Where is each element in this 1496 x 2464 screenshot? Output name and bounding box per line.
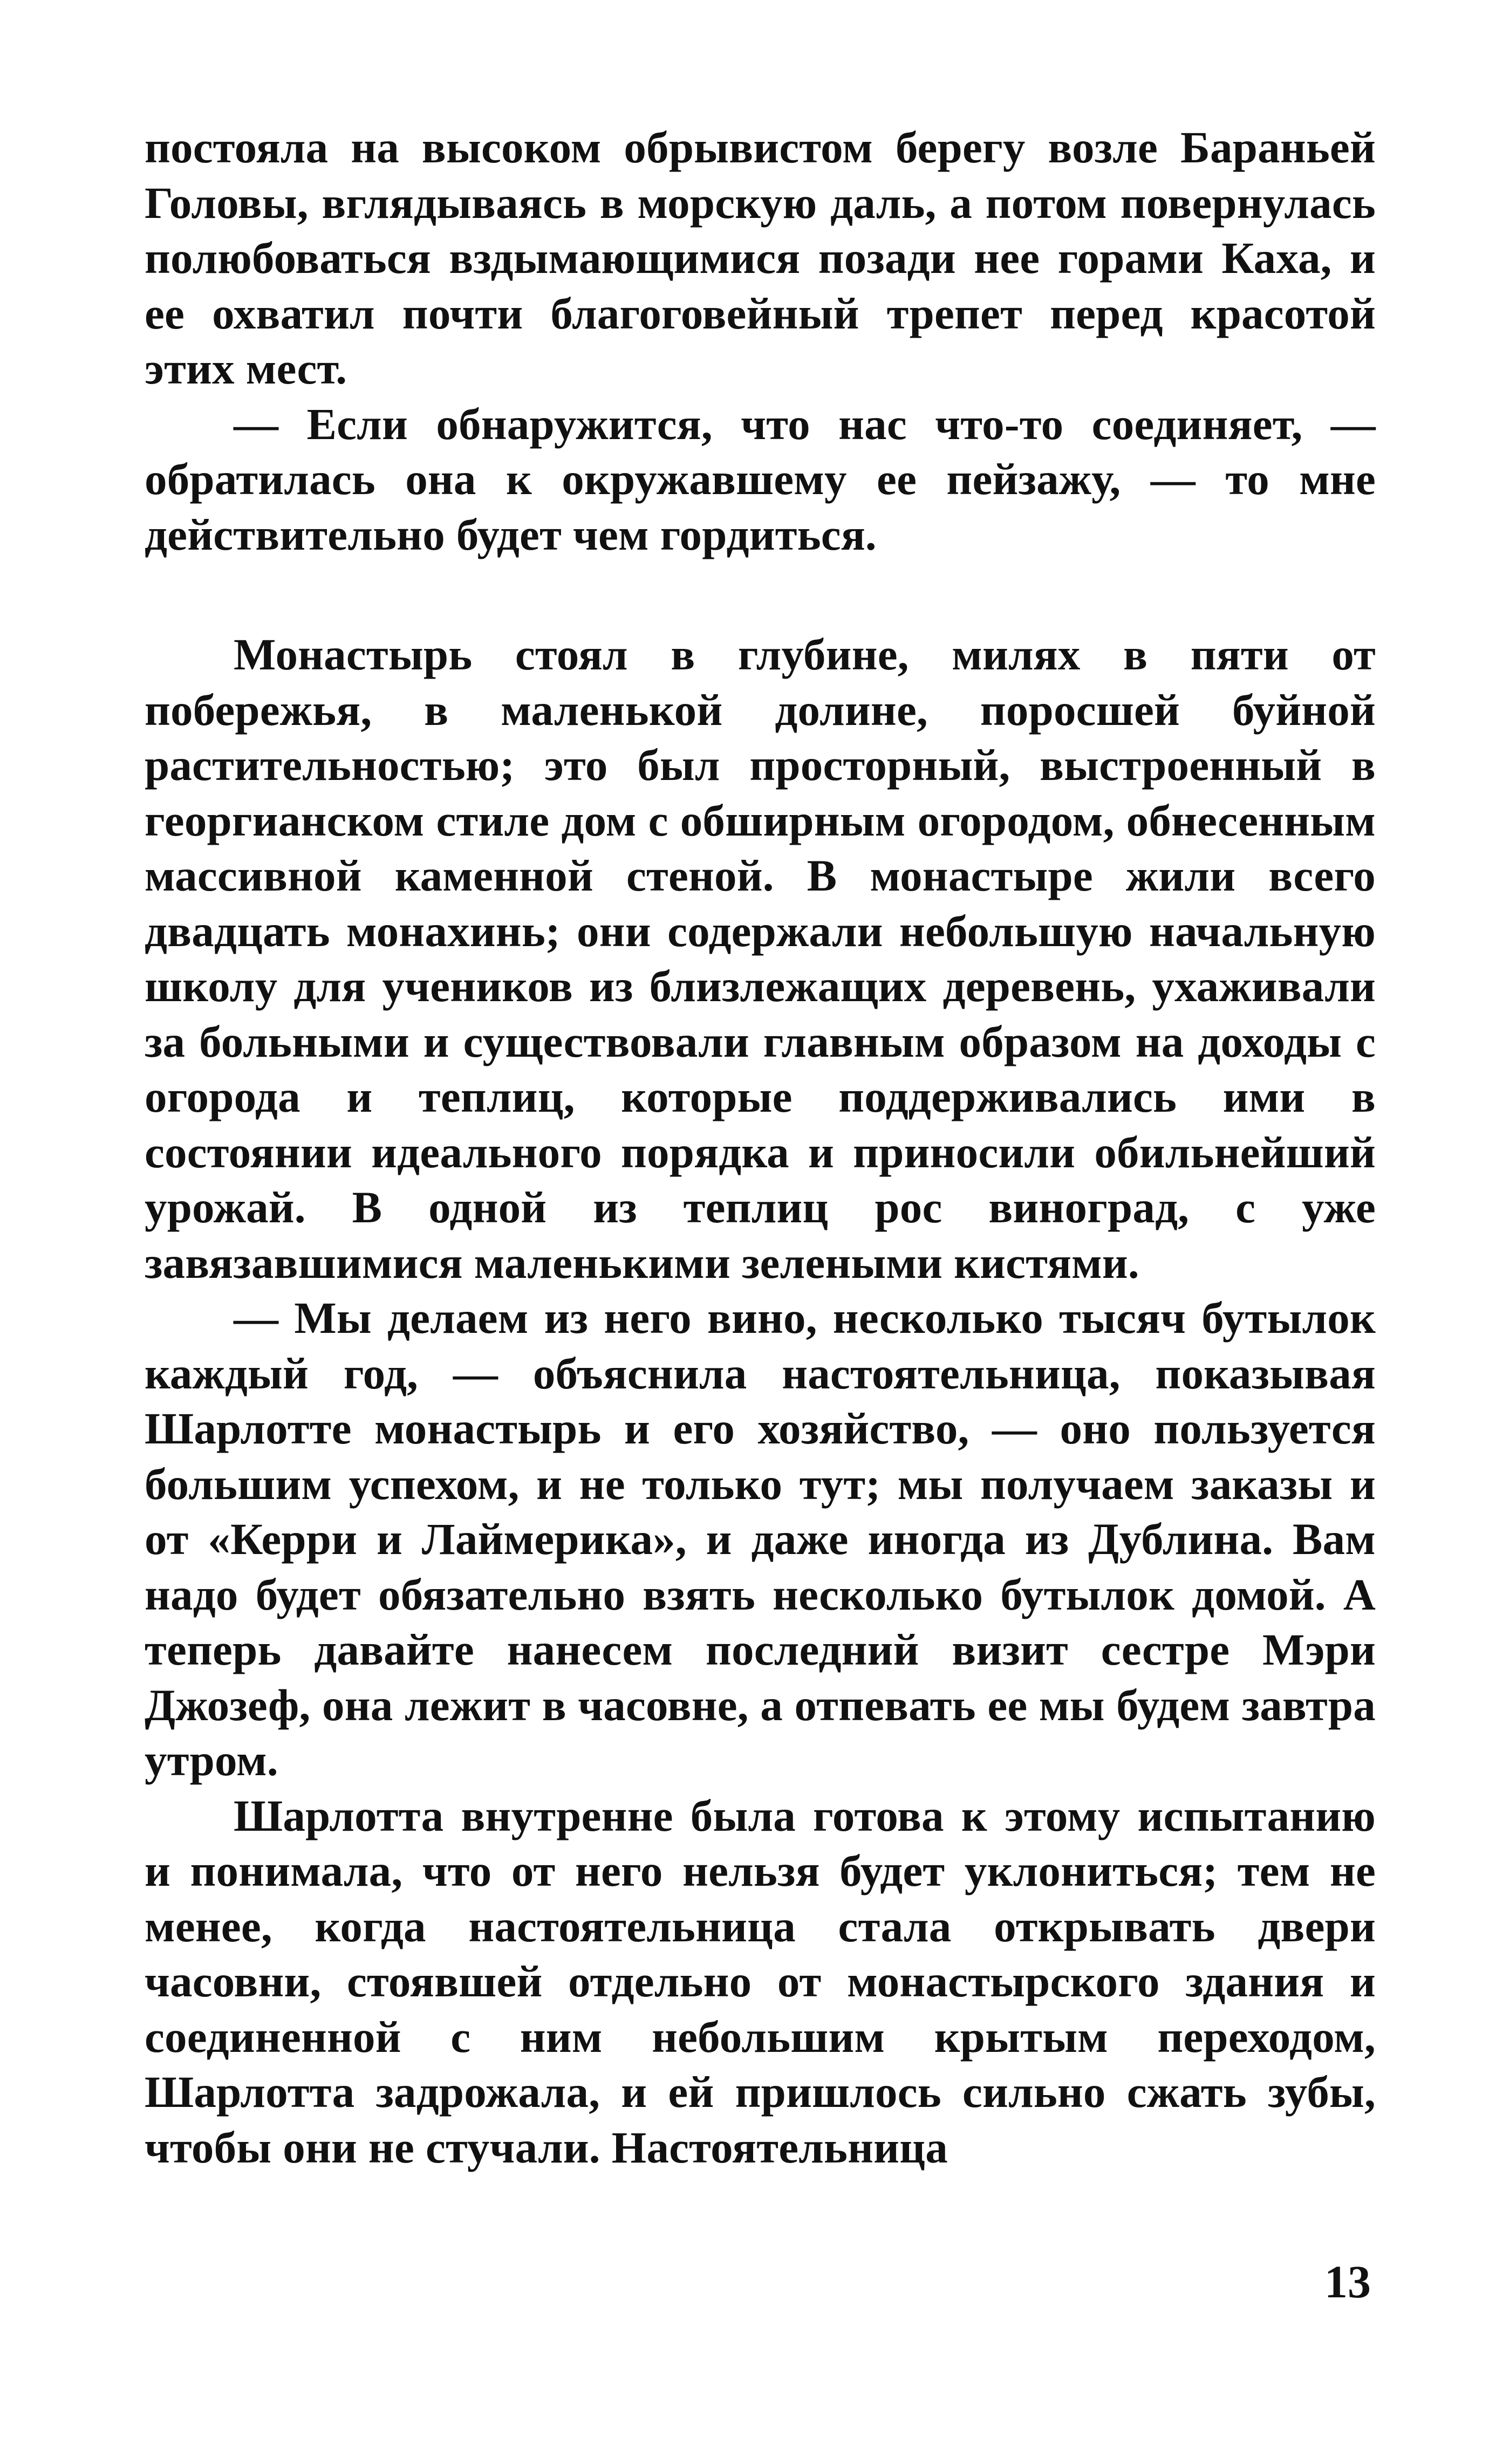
text-section-one <box>145 120 1376 562</box>
page-number: 13 <box>1324 2256 1371 2308</box>
text-section-two <box>145 627 1376 2175</box>
paragraph: — Мы делаем из него вино, несколько тысяч бутылок каждый год, — объяснила настоятельница, показывая Шарлотте монастырь и его хозяйство, — оно пользуется большим успехом, и не только тут; мы получаем заказы и от «Керри и Лаймерика», и даже иногда из Дублина. Вам надо будет обязательно взять несколько бутылок домой. А теперь давайте нанесем последний визит сестре Мэри Джозеф, она лежит в часовне, а отпевать ее мы будем завтра утром. <box>145 1293 1376 1785</box>
paragraph: Шарлотта внутренне была готова к этому испытанию и понимала, что от него нельзя будет уклониться; тем не менее, когда настоятельница стала открывать двери часовни, стоявшей отдельно от монастырского здания и соединенной с ним небольшим крытым переходом, Шарлотта задрожала, и ей пришлось сильно сжать зубы, чтобы они не стучали. Настоятельница <box>145 1790 1376 2172</box>
paragraph: постояла на высоком обрывистом берегу возле Бараньей Головы, вглядываясь в морскую даль, а потом повернулась полюбоваться вздымающимися позади нее горами Каха, и ее охватил почти благоговейный трепет перед красотой этих мест. <box>145 122 1376 393</box>
paragraph: — Если обнаружится, что нас что-то соединяет, — обратилась она к окружавшему ее пейзажу, — то мне действительно будет чем гордиться. <box>145 399 1376 559</box>
paragraph: Монастырь стоял в глубине, милях в пяти от побережья, в маленькой долине, поросшей буйной растительностью; это был просторный, выстроенный в георгианском стиле дом с обширным огородом, обнесенным массивной каменной стеной. В монастыре жили всего двадцать монахинь; они содержали небольшую начальную школу для учеников из близлежащих деревень, ухаживали за больными и существовали главным образом на доходы с огорода и теплиц, которые поддерживались ими в состоянии идеального порядка и приносили обильнейший урожай. В одной из теплиц рос виноград, с уже завязавшимися маленькими зелеными кистями. <box>145 629 1376 1288</box>
